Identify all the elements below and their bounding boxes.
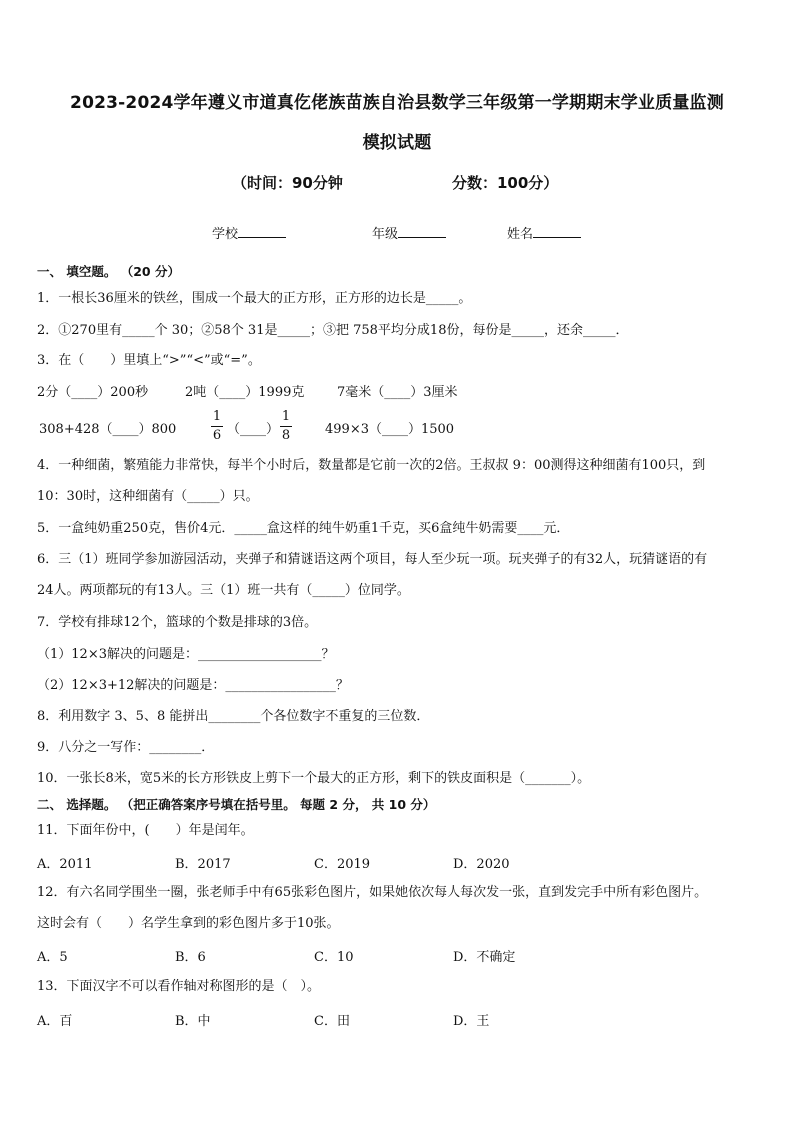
- grade-field: [372, 223, 446, 242]
- question-9: 9．八分之一写作：________．: [37, 740, 215, 755]
- question-7-part2: （2）12×3+12解决的问题是：_________________？: [37, 678, 349, 693]
- question-11: 11．下面年份中，( ）年是闰年。: [37, 823, 254, 838]
- question-12-line2: 这时会有（ ）名学生拿到的彩色图片多于10张。: [37, 916, 340, 931]
- q3-item-c: 7毫米（____）3厘米: [337, 385, 458, 400]
- q13-option-d: D．王: [453, 1014, 490, 1029]
- question-13: 13．下面汉字不可以看作轴对称图形的是（ ）。: [37, 979, 321, 994]
- school-blank: [238, 225, 286, 238]
- q11-option-c: C．2019: [314, 857, 371, 872]
- question-7: 7．学校有排球12个，篮球的个数是排球的3倍。: [37, 615, 318, 630]
- fraction-denominator: 6: [212, 428, 222, 443]
- name-label: 姓名: [507, 227, 534, 242]
- q12-option-a: A．5: [37, 950, 68, 965]
- school-field: [212, 223, 286, 242]
- q3-item-a: 2分（____）200秒: [37, 385, 149, 400]
- exam-time: （时间：90分钟: [232, 174, 343, 192]
- q12-option-d: D．不确定: [453, 950, 516, 965]
- exam-score: 分数：100分）: [452, 174, 559, 192]
- q11-option-d: D．2020: [453, 857, 510, 872]
- question-4-line2: 10：30时，这种细菌有（_____）只。: [37, 489, 259, 504]
- q11-option-b: B．2017: [175, 857, 231, 872]
- grade-blank: [398, 225, 446, 238]
- grade-label: 年级: [372, 227, 399, 242]
- q3-item-e-blank: （____）: [227, 422, 280, 437]
- q3-item-b: 2吨（____）1999克: [185, 385, 305, 400]
- question-3: 3．在（ ）里填上“>”“<”或“=”。: [37, 353, 261, 368]
- name-field: [507, 223, 581, 242]
- exam-title-line2: 模拟试题: [362, 133, 432, 153]
- school-label: 学校: [212, 227, 239, 242]
- question-2: 2．①270里有_____个 30；②58个 31是_____；③把 758平均分成18份，每份是_____，还余_____．: [37, 323, 629, 338]
- question-7-part1: （1）12×3解决的问题是：___________________？: [37, 647, 335, 662]
- q13-option-b: B．中: [175, 1014, 211, 1029]
- question-4-line1: 4．一种细菌，繁殖能力非常快，每半个小时后，数量都是它前一次的2倍。王叔叔 9：00测得这种细菌有100只，到: [37, 458, 706, 473]
- fraction-bar: [280, 426, 292, 427]
- question-12-line1: 12．有六名同学围坐一圈，张老师手中有65张彩色图片，如果她依次每人每次发一张，直到发完手中所有彩色图片。: [37, 885, 708, 900]
- fraction-numerator: 1: [212, 409, 222, 424]
- question-5: 5．一盒纯奶重250克，售价4元．_____盒这样的纯牛奶重1千克，买6盒纯牛奶需要____元．: [37, 521, 570, 536]
- section-fill-in-heading: 一、 填空题。 （20 分）: [37, 264, 180, 279]
- question-6-line1: 6．三（1）班同学参加游园活动，夹弹子和猜谜语这两个项目，每人至少玩一项。玩夹弹子的有32人，玩猜谜语的有: [37, 552, 708, 567]
- q3-item-d: 308+428（____）800: [39, 422, 177, 437]
- q3-item-f: 499×3（____）1500: [325, 422, 455, 437]
- q12-option-b: B．6: [175, 950, 206, 965]
- fraction-one-eighth: [280, 409, 292, 444]
- section-choice-heading: 二、 选择题。 （把正确答案序号填在括号里。 每题 2 分， 共 10 分）: [37, 797, 436, 812]
- fraction-one-sixth: [211, 409, 223, 444]
- q13-option-a: A．百: [37, 1014, 73, 1029]
- question-10: 10．一张长8米，宽5米的长方形铁皮上剪下一个最大的正方形，剩下的铁皮面积是（_______）。: [37, 771, 591, 786]
- q12-option-c: C．10: [314, 950, 354, 965]
- fraction-denominator: 8: [281, 428, 291, 443]
- name-blank: [533, 225, 581, 238]
- exam-title-line1: 2023-2024学年遵义市道真仡佬族苗族自治县数学三年级第一学期期末学业质量监测: [70, 93, 724, 113]
- question-8: 8．利用数字 3、5、8 能拼出________个各位数字不重复的三位数．: [37, 709, 430, 724]
- fraction-numerator: 1: [281, 409, 291, 424]
- fraction-bar: [211, 426, 223, 427]
- q11-option-a: A．2011: [37, 857, 93, 872]
- question-6-line2: 24人。两项都玩的有13人。三（1）班一共有（_____）位同学。: [37, 583, 410, 598]
- q13-option-c: C．田: [314, 1014, 350, 1029]
- question-1: 1．一根长36厘米的铁丝，围成一个最大的正方形，正方形的边长是_____。: [37, 291, 472, 306]
